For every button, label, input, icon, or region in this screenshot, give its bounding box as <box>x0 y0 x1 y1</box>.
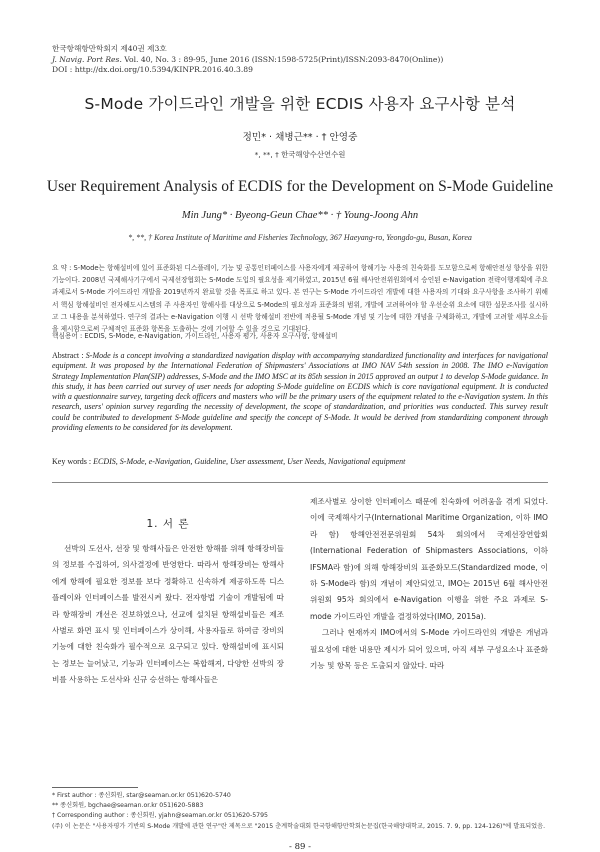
abstract-english <box>52 351 548 433</box>
body-paragraph: 제조사별로 상이한 인터페이스 때문에 친숙화에 어려움을 겪게 되었다. 이에 국제해사기구(International Maritime Organization, 이하 IMO라 함) 항해안전전문위원회 54차 회의에서 국제선장연합회(International Federation of Shipmasters Associations, 이하 IFSMA라 함)에 의해 항해장비의 표준화모드(Standardized mode, 이하 S-Mode라 함)의 개념이 제안되었고, IMO는 2015년 6월 해사안전위원회 95차 회의에서 e-Navigation 이행을 위한 주요 과제로 S-mode 가이드라인 개발을 결정하였다(IMO, 2015a). <box>310 497 548 621</box>
body-column-right <box>310 494 548 674</box>
keywords-english-text: ECDIS, S-Mode, e-Navigation, Guideline, User assessment, User Needs, Navigational equipment <box>93 457 406 466</box>
abstract-korean: 요 약 : S-Mode는 항해설비에 있어 표준화된 디스플레이, 기능 및 공통인터페이스를 사용자에게 제공하여 항해기능 사용의 친숙화를 도모함으로써 항해안전성 향상을 위한 기능이다. 2008년 국제해사기구에서 국제선장협회는 S-Mode 도입의 필요성을 제기하였고, 2015년 6월 해사안전위원회에서 승인된 e-Navigation 전략이행계획에 주요과제로서 S-Mode 가이드라인 개발을 2019년까지 완료할 것을 목표로 하고 있다. 본 연구는 S-Mode 가이드라인 개발에 대한 사용자의 기대와 요구사항을 조사하기 위해서 핵심 항해설비인 전자해도시스템의 주 사용자인 항해사를 대상으로 S-Mode의 필요성과 표준화의 범위, 개발에 고려하여야 할 우선순위 요소에 대한 설문조사를 실시하고 그 내용을 분석하였다. 연구의 결과는 e-Navigation 이행 시 선박 항해설비 전반에 적용될 S-Mode 개념 및 기능에 대한 개념을 구체화하고, 개발에 고려할 세부요소들을 제시함으로써 구체적인 표준화 항목을 도출하는 것에 기여할 수 있을 것으로 기대된다. <box>52 264 549 334</box>
body-paragraph: 선박의 도선사, 선장 및 항해사들은 안전한 항해를 위해 항해장비들의 정보를 수집하여, 의사결정에 반영한다. 따라서 항해장비는 항해사에게 항해에 필요한 정보를 보다 정확하고 신속하게 제공하도록 디스플레이와 인터페이스를 발전시켜 왔다. 전자항법 기술이 개발됨에 따라 항해장비 개선은 진보하였으나, 선교에 설치된 항해설비들은 제조사별로 화면 표시 및 인터페이스가 상이해, 사용자들로 하여금 장비의 기능에 대한 친숙화가 필수적으로 요구되고 있다. 항해설비에 표시되는 정보는 늘어났고, 기능과 인터페이스는 복합해져, 다양한 선박의 장비를 사용하는 도선사와 신규 승선하는 항해사들은 <box>52 544 284 685</box>
journal-doi: DOI : http://dx.doi.org/10.5394/KINPR.2016.40.3.89 <box>52 65 253 74</box>
journal-header <box>52 44 443 76</box>
authors-korean: 정민* · 채병근** · † 안영중 <box>242 132 358 143</box>
section-heading-introduction: 1. 서 론 <box>146 518 190 530</box>
abstract-english-text: S-Mode is a concept involving a standardized navigation display with accompanying standardized functionality and interfaces for navigational equipment. It was proposed by the International Federation of Shipmasters' Associations at IMO NAV 54th session in 2008. The IMO e-Navigation Strategy Implementation Plan(SIP) addresses, S-Mode and the IMO MSC at its 85th session in 2015 approved an output 1 to develop S-Mode guidance. In this study, it has been carried out survey of user needs for adopting S-Mode guideline on ECDIS which is core navigational equipment. It is conducted with a questionnaire survey, targeting deck officers and masters who will be the primary users of the equipment related to the e-Navigation system. In this research, users' opinion survey regarding the necessity of development, the scope of standardization, and priorities was conducted. This survey result could be contributed to development S-Mode guideline and specify the concept of S-Mode. It would be derived from standardizing component through providing elements to be considered for its development. <box>52 351 548 433</box>
footnote-note: (주) 이 논문은 "사용자평가 기반의 S-Mode 개발에 관한 연구"란 제목으로 "2015 춘계학술대회 한국항해항만학회논문집(한국해양대학교, 2015. 7. 9, pp. 124-126)"에 발표되었음. <box>52 822 546 830</box>
journal-abbrev: J. Navig. Port Res. <box>52 54 122 64</box>
affiliation-english: *, **, † Korea Institute of Maritime and Fisheries Technology, 367 Haeyang-ro, Yeongdo-gu, Busan, Korea <box>128 233 472 242</box>
title-korean: S-Mode 가이드라인 개발을 위한 ECDIS 사용자 요구사항 분석 <box>84 95 516 113</box>
section-divider <box>52 482 548 483</box>
footnote-first-author: * First author : 종신회원, star@seaman.or.kr 051)620-5740 <box>52 792 231 799</box>
keywords-english <box>52 457 405 466</box>
keywords-korean: 핵심용어 : ECDIS, S-Mode, e-Navigation, 가이드라인, 사용자 평가, 사용자 요구사항, 항해설비 <box>52 332 338 340</box>
abstract-english-label: Abstract : <box>52 351 86 360</box>
body-column-left <box>52 541 284 689</box>
footnote-corresponding-author: † Corresponding author : 종신회원, yjahn@seaman.or.kr 051)620-5795 <box>52 812 268 820</box>
body-paragraph: 그러나 현재까지 IMO에서의 S-Mode 가이드라인의 개발은 개념과 필요성에 대한 내용만 제시가 되어 있으며, 아직 세부 구성요소나 표준화 기능 및 항목 등은 도출되지 않았다. 따라 <box>310 628 548 671</box>
affiliation-korean: *, **, † 한국해양수산연수원 <box>254 150 346 159</box>
footnote-divider <box>52 787 138 788</box>
keywords-english-label: Key words : <box>52 457 94 466</box>
footnote-second-author: ** 종신회원, bgchae@seaman.or.kr 051)620-5883 <box>52 802 204 810</box>
journal-volume-info: Vol. 40, No. 3 : 89-95, June 2016 (ISSN:1598-5725(Print)/ISSN:2093-8470(Online)) <box>121 54 444 64</box>
title-english: User Requirement Analysis of ECDIS for the Development on S-Mode Guideline <box>46 178 554 195</box>
journal-header-line1: 한국항해항만학회지 제40권 제3호 <box>52 44 167 53</box>
footnotes <box>52 791 548 832</box>
page-number: - 89 - <box>289 842 311 852</box>
journal-header-line2 <box>52 55 443 66</box>
authors-english: Min Jung* · Byeong-Geun Chae** · † Young-Joong Ahn <box>181 210 419 221</box>
